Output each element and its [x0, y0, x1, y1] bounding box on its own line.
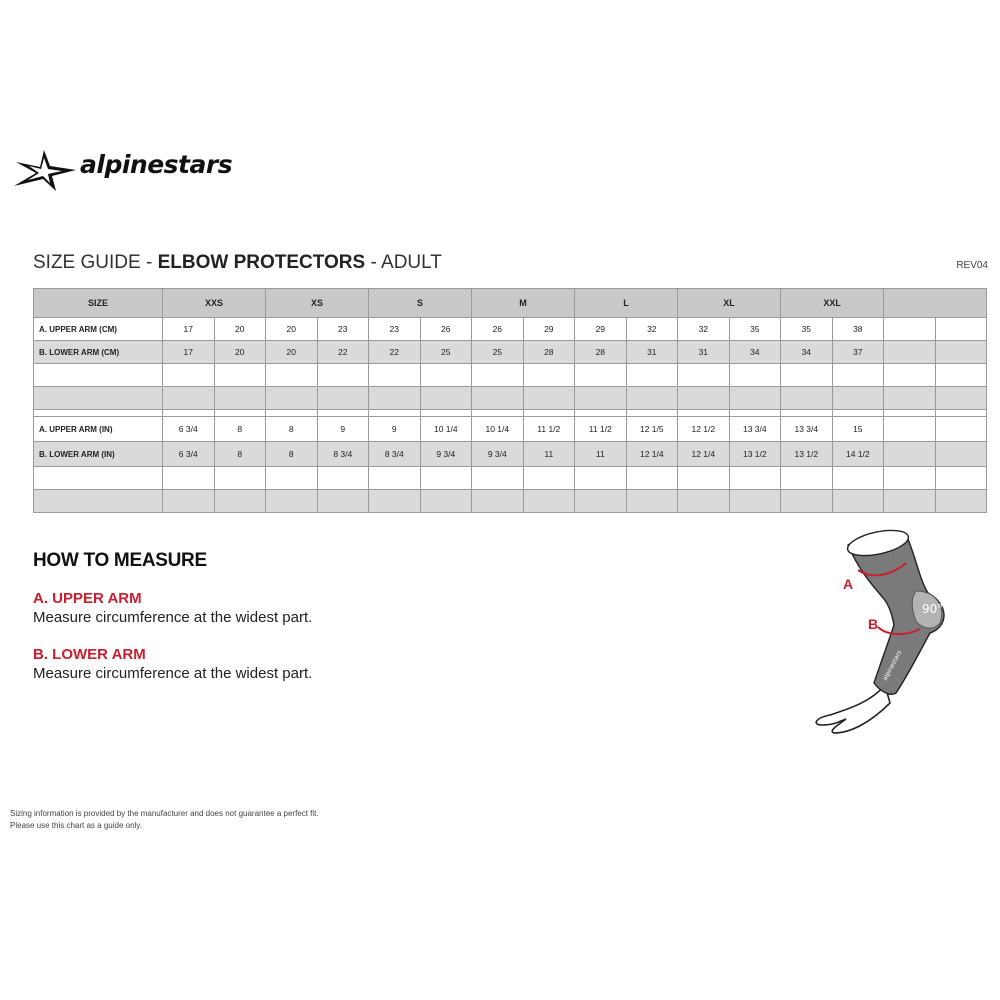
table-cell-empty: [214, 364, 266, 387]
table-cell: 22: [317, 341, 369, 364]
table-cell: 9: [369, 417, 421, 442]
marker-a: A: [843, 576, 854, 592]
table-row: [34, 417, 987, 442]
table-cell-empty: [884, 318, 936, 341]
table-cell: 17: [163, 318, 215, 341]
table-cell-empty: [678, 387, 730, 410]
table-cell-empty: [523, 364, 575, 387]
star-icon: [10, 148, 80, 193]
table-cell: 23: [369, 318, 421, 341]
size-header-xxs: XXS: [163, 289, 266, 318]
table-cell-empty: [472, 387, 524, 410]
table-cell-empty: [575, 490, 627, 513]
table-cell-empty: [832, 467, 884, 490]
title-prefix: SIZE GUIDE -: [33, 252, 153, 273]
table-cell-empty: [884, 417, 936, 442]
title-suffix: - ADULT: [370, 252, 442, 273]
table-row-empty: [34, 364, 987, 387]
table-cell: 29: [523, 318, 575, 341]
table-cell-empty: [935, 364, 987, 387]
table-cell-empty: [317, 467, 369, 490]
table-cell: 25: [472, 341, 524, 364]
table-cell-empty: [163, 364, 215, 387]
table-cell-empty: [832, 410, 884, 417]
table-row-empty: [34, 387, 987, 410]
table-cell-empty: [420, 410, 472, 417]
table-cell: 17: [163, 341, 215, 364]
table-cell-empty: [34, 364, 163, 387]
lower-arm-instructions: Measure circumference at the widest part.: [33, 665, 313, 682]
table-cell-empty: [575, 410, 627, 417]
table-cell-empty: [729, 410, 781, 417]
table-cell: 6 3/4: [163, 417, 215, 442]
table-cell-empty: [729, 364, 781, 387]
table-cell: 12 1/5: [626, 417, 678, 442]
table-cell-empty: [781, 490, 833, 513]
table-cell-empty: [935, 387, 987, 410]
table-cell: 11 1/2: [523, 417, 575, 442]
table-cell-empty: [317, 410, 369, 417]
upper-arm-instructions: Measure circumference at the widest part.: [33, 609, 313, 626]
table-cell-empty: [884, 410, 936, 417]
table-cell: 8: [214, 417, 266, 442]
table-cell-empty: [781, 467, 833, 490]
table-cell: 11: [523, 442, 575, 467]
row-label: A. UPPER ARM (CM): [34, 318, 163, 341]
table-cell-empty: [317, 490, 369, 513]
table-cell-empty: [626, 467, 678, 490]
table-cell-empty: [369, 364, 421, 387]
table-cell-empty: [163, 467, 215, 490]
table-cell: 31: [678, 341, 730, 364]
table-cell: 31: [626, 341, 678, 364]
table-cell-empty: [369, 387, 421, 410]
table-cell-empty: [678, 364, 730, 387]
table-cell-empty: [832, 490, 884, 513]
table-cell-empty: [214, 410, 266, 417]
table-cell: 20: [214, 341, 266, 364]
table-cell-empty: [678, 467, 730, 490]
upper-arm-heading: A. UPPER ARM: [33, 590, 142, 607]
table-cell-empty: [472, 467, 524, 490]
table-cell-empty: [34, 467, 163, 490]
table-row-empty: [34, 490, 987, 513]
table-cell-empty: [935, 490, 987, 513]
size-header-m: M: [472, 289, 575, 318]
table-cell-empty: [575, 467, 627, 490]
table-cell-empty: [884, 341, 936, 364]
sleeve-brand-label: alpinestars: [881, 649, 904, 682]
table-cell-empty: [626, 364, 678, 387]
table-cell: 12 1/4: [626, 442, 678, 467]
table-cell-empty: [266, 410, 318, 417]
table-cell: 37: [832, 341, 884, 364]
table-cell-empty: [729, 467, 781, 490]
marker-b: B: [868, 616, 879, 632]
table-cell: 35: [729, 318, 781, 341]
table-cell: 9: [317, 417, 369, 442]
table-cell: 13 1/2: [729, 442, 781, 467]
table-cell: 10 1/4: [472, 417, 524, 442]
table-cell-empty: [729, 387, 781, 410]
table-cell-empty: [472, 490, 524, 513]
table-cell: 32: [626, 318, 678, 341]
table-cell: 20: [266, 341, 318, 364]
arm-diagram: [800, 525, 960, 745]
table-cell-empty: [935, 417, 987, 442]
table-cell-empty: [266, 467, 318, 490]
table-cell-empty: [575, 387, 627, 410]
angle-label: 90°: [922, 602, 944, 616]
table-cell-empty: [34, 387, 163, 410]
table-cell-empty: [781, 387, 833, 410]
table-cell-empty: [832, 364, 884, 387]
table-cell: 34: [781, 341, 833, 364]
table-cell: 8: [266, 417, 318, 442]
table-cell: 12 1/2: [678, 417, 730, 442]
table-cell-empty: [420, 387, 472, 410]
table-row-spacer: [34, 410, 987, 417]
table-cell-empty: [214, 387, 266, 410]
table-cell-empty: [369, 467, 421, 490]
table-cell-empty: [266, 490, 318, 513]
table-cell-empty: [575, 364, 627, 387]
table-cell-empty: [678, 410, 730, 417]
table-cell: 9 3/4: [472, 442, 524, 467]
table-cell-empty: [626, 410, 678, 417]
table-cell: 28: [523, 341, 575, 364]
how-to-measure-heading: HOW TO MEASURE: [33, 550, 207, 571]
revision-label: REV04: [956, 260, 988, 271]
table-row: [34, 442, 987, 467]
table-row: [34, 341, 987, 364]
table-cell: 22: [369, 341, 421, 364]
size-header-s: S: [369, 289, 472, 318]
table-cell-empty: [163, 410, 215, 417]
table-cell-empty: [472, 364, 524, 387]
table-cell-empty: [163, 490, 215, 513]
table-cell: 32: [678, 318, 730, 341]
table-cell-empty: [317, 364, 369, 387]
table-cell: 38: [832, 318, 884, 341]
table-cell-empty: [781, 410, 833, 417]
brand-logo: [10, 148, 250, 193]
size-header-l: L: [575, 289, 678, 318]
table-cell-empty: [884, 387, 936, 410]
lower-arm-heading: B. LOWER ARM: [33, 646, 146, 663]
table-cell-empty: [832, 387, 884, 410]
size-table: [33, 288, 987, 513]
table-cell-empty: [266, 364, 318, 387]
table-cell: 8 3/4: [369, 442, 421, 467]
table-cell-empty: [884, 467, 936, 490]
table-cell: 26: [420, 318, 472, 341]
table-cell-empty: [884, 442, 936, 467]
table-cell: 6 3/4: [163, 442, 215, 467]
table-row: [34, 318, 987, 341]
table-cell-empty: [420, 490, 472, 513]
table-cell-empty: [317, 387, 369, 410]
size-header-xxl: XXL: [781, 289, 884, 318]
table-cell-empty: [420, 467, 472, 490]
table-cell-empty: [369, 410, 421, 417]
table-cell: 10 1/4: [420, 417, 472, 442]
size-header-xs: XS: [266, 289, 369, 318]
table-cell-empty: [781, 364, 833, 387]
size-header-xl: XL: [678, 289, 781, 318]
table-cell-empty: [214, 467, 266, 490]
table-cell: 20: [214, 318, 266, 341]
table-cell-empty: [420, 364, 472, 387]
title-product: ELBOW PROTECTORS: [157, 252, 366, 273]
table-cell-empty: [935, 341, 987, 364]
table-cell-empty: [884, 490, 936, 513]
size-header-cell: SIZE: [34, 289, 163, 318]
table-cell: 14 1/2: [832, 442, 884, 467]
table-cell: 23: [317, 318, 369, 341]
table-cell-empty: [935, 410, 987, 417]
disclaimer-line-1: Sizing information is provided by the manufacturer and does not guarantee a perfect fit.: [10, 809, 319, 818]
table-cell-empty: [884, 364, 936, 387]
table-cell: 26: [472, 318, 524, 341]
table-cell-empty: [34, 410, 163, 417]
disclaimer-line-2: Please use this chart as a guide only.: [10, 821, 142, 830]
table-cell: 35: [781, 318, 833, 341]
table-cell: 8: [266, 442, 318, 467]
table-cell-empty: [935, 467, 987, 490]
table-cell: 34: [729, 341, 781, 364]
row-label: B. LOWER ARM (IN): [34, 442, 163, 467]
brand-wordmark: alpinestars: [80, 150, 233, 179]
table-cell: 13 1/2: [781, 442, 833, 467]
table-cell: 29: [575, 318, 627, 341]
table-cell-empty: [214, 490, 266, 513]
table-cell-empty: [369, 490, 421, 513]
table-cell-empty: [626, 387, 678, 410]
table-cell-empty: [523, 490, 575, 513]
table-cell-empty: [729, 490, 781, 513]
table-cell-empty: [163, 387, 215, 410]
row-label: B. LOWER ARM (CM): [34, 341, 163, 364]
table-cell-empty: [472, 410, 524, 417]
table-cell: 25: [420, 341, 472, 364]
table-cell: 8: [214, 442, 266, 467]
empty-header-cell: [884, 289, 987, 318]
hand-outline: [816, 685, 890, 733]
table-cell: 13 3/4: [729, 417, 781, 442]
table-cell: 11 1/2: [575, 417, 627, 442]
table-row-empty: [34, 467, 987, 490]
table-cell: 12 1/4: [678, 442, 730, 467]
table-cell: 13 3/4: [781, 417, 833, 442]
table-cell: 15: [832, 417, 884, 442]
table-cell-empty: [678, 490, 730, 513]
table-cell-empty: [626, 490, 678, 513]
table-cell-empty: [523, 387, 575, 410]
table-cell-empty: [523, 410, 575, 417]
table-cell: 8 3/4: [317, 442, 369, 467]
page-title: [33, 252, 442, 274]
table-cell: 11: [575, 442, 627, 467]
table-header-row: [34, 289, 987, 318]
table-cell: 20: [266, 318, 318, 341]
table-cell: 9 3/4: [420, 442, 472, 467]
table-cell-empty: [523, 467, 575, 490]
table-cell-empty: [34, 490, 163, 513]
table-cell-empty: [935, 318, 987, 341]
table-cell-empty: [935, 442, 987, 467]
table-cell: 28: [575, 341, 627, 364]
table-cell-empty: [266, 387, 318, 410]
row-label: A. UPPER ARM (IN): [34, 417, 163, 442]
